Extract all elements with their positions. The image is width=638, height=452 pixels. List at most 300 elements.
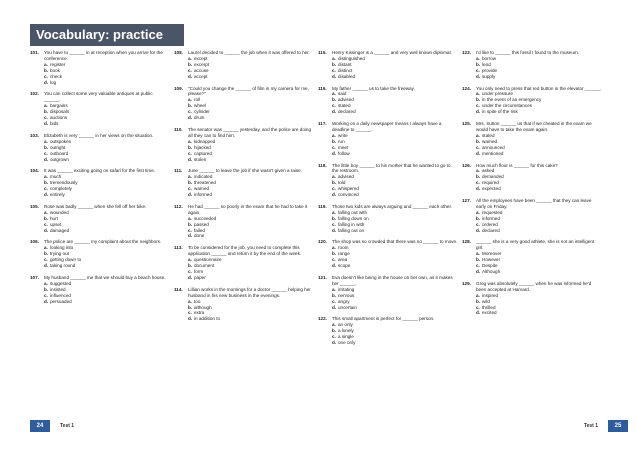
option-letter: a. [44,209,48,215]
option-letter: c. [188,150,192,156]
option-text: disposals [50,109,70,115]
option-letter: b. [188,103,193,109]
option-letter: b. [332,292,337,298]
question-text: The shop was so crowded that there was no ______ to move. [332,239,458,245]
question-number: 117. [318,121,327,127]
option-letter: d. [332,150,337,156]
option-letter: b. [332,138,337,144]
question-item [174,50,314,80]
option-text: whispered [338,186,359,192]
question-text: Mrs. Sutton ______ us that if we cheated in the exam we would have to take the exam again. [476,121,592,132]
question-item [462,50,602,80]
answer-option [174,275,314,281]
option-text: damaged [50,227,70,233]
answer-option [462,186,602,192]
option-letter: b. [332,215,337,221]
answer-option [174,74,314,80]
option-letter: c. [476,263,480,269]
question-text: June ______ to leave the job if she wasn't given a raise. [188,168,303,174]
option-text: one only [338,340,356,346]
question-number: 119. [318,203,327,209]
option-text: bargains [50,103,68,109]
option-text: thrilled [482,304,496,310]
question-item [318,239,458,269]
option-letter: a. [44,138,48,144]
option-letter: d. [188,233,193,239]
option-text: check [50,73,63,79]
option-text: failed [194,227,205,233]
option-letter: a. [188,257,192,263]
question-number: 108. [174,50,183,55]
question-number: 105. [30,203,39,209]
question-number: 120. [318,239,327,245]
question-text: Lillian works in the mornings for a doctor ______ helping her husband in his new business in the evenings. [188,286,311,298]
option-letter: d. [44,227,49,233]
option-letter: b. [188,263,193,269]
question-item [318,86,458,116]
option-text: However [482,257,501,263]
option-text: paper [194,274,206,280]
option-letter: d. [476,310,481,316]
option-letter: d. [476,186,481,192]
option-letter: d. [332,304,337,310]
option-letter: c. [332,257,336,263]
option-letter: a. [188,55,192,61]
answer-option [174,115,314,121]
option-letter: d. [188,115,193,121]
answer-option [462,269,602,275]
option-text: tremendously [50,180,78,186]
question-column-3 [318,50,458,352]
option-letter: b. [332,328,337,334]
question-head [30,91,170,103]
option-letter: d. [188,274,193,280]
option-letter: c. [332,67,336,73]
option-text: follow [338,150,350,156]
question-number: 110. [174,126,183,132]
question-item [462,121,602,156]
question-number: 125. [462,121,471,127]
option-text: an only [338,322,353,328]
question-item [174,127,314,162]
option-letter: a. [188,138,192,144]
option-text: distant [338,61,352,67]
question-head [30,50,170,62]
option-text: form [194,269,204,274]
option-letter: b. [44,180,49,186]
option-text: trying out [50,251,69,257]
question-number: 127. [462,198,471,204]
page-number-right: 25 [608,420,628,432]
option-text: although [194,304,212,310]
option-letter: b. [44,67,49,73]
option-letter: a. [332,209,336,215]
option-letter: a. [44,103,48,109]
option-text: register [50,61,66,67]
option-text: warned [194,186,210,192]
question-text: The little boy ______ to his mother that he wanted to go to the restroom. [332,162,451,174]
option-letter: c. [332,103,336,109]
option-text: demanded [482,174,504,180]
option-letter: c. [476,304,480,310]
option-text: falling in with [338,221,365,227]
option-text: uncertain [338,304,357,310]
question-column-4 [462,50,602,322]
question-text: Eva doesn't like being in the house on her own, as it makes her ______. [332,275,453,286]
option-text: cylinder [194,109,210,115]
option-letter: c. [332,144,336,150]
answer-option [318,305,458,311]
option-letter: b. [332,61,337,67]
option-text: provide [482,67,498,73]
option-letter: a. [476,132,480,138]
question-number: 111. [174,168,183,174]
question-head [462,239,602,251]
option-letter: c. [44,221,48,227]
question-head [462,198,602,210]
option-text: ordered [482,221,498,227]
option-text: taking round [50,263,76,269]
option-text: captured [194,150,212,156]
answer-option [174,316,314,322]
page-number-left: 24 [30,420,50,432]
option-text: stolen [194,156,207,162]
option-text: wheel [194,103,207,109]
option-letter: c. [188,67,192,73]
question-item [174,86,314,121]
option-letter: d. [44,120,49,126]
option-text: a lonely [338,328,354,334]
option-text: falling out with [338,209,368,215]
question-item [318,163,458,198]
option-letter: b. [476,61,481,67]
option-text: auctions [50,115,68,121]
option-text: inspired [482,292,499,298]
question-head [174,245,314,257]
option-letter: a. [476,168,480,174]
option-letter: c. [44,150,48,156]
footer-left [30,420,74,432]
question-item [30,133,170,163]
option-text: book [50,67,60,73]
option-letter: a. [332,245,336,251]
question-head [462,121,602,133]
question-number: 124. [462,85,471,91]
question-item [30,204,170,234]
question-number: 123. [462,50,471,55]
question-item [30,91,170,126]
option-letter: d. [188,156,193,162]
option-text: excited [482,310,497,316]
option-letter: a. [44,280,48,286]
question-column-2 [174,50,314,328]
answer-option [462,109,602,115]
option-text: succeeded [194,215,217,221]
question-text: Henry Kissinger is a ______ and very well known diplomat. [332,50,453,55]
answer-option [174,192,314,198]
option-letter: b. [476,138,481,144]
question-head [174,287,314,299]
option-text: nervous [338,292,355,298]
option-text: advised [338,97,354,103]
option-text: scope [338,263,351,269]
option-text: disabled [338,73,356,79]
question-number: 107. [30,275,39,280]
question-item [462,163,602,193]
option-letter: b. [332,97,337,103]
option-text: Despite [482,263,498,269]
option-text: borrow [482,55,497,61]
option-letter: c. [332,221,336,227]
option-letter: c. [188,227,192,233]
question-head [318,275,458,287]
question-number: 113. [174,245,183,251]
option-letter: d. [476,227,481,233]
option-letter: c. [332,186,336,192]
option-letter: a. [332,55,336,61]
option-letter: d. [332,340,337,346]
question-text: He had ______ so poorly in the exam that he had to take it again. [188,203,308,215]
answer-option [462,310,602,316]
option-letter: b. [44,144,49,150]
option-text: too [194,298,201,304]
answer-option [174,233,314,239]
page-title: Vocabulary: practice [30,24,184,46]
option-text: distinct [338,67,353,73]
option-text: document [194,263,215,269]
option-text: extra [194,310,205,316]
option-letter: b. [44,109,49,115]
option-letter: c. [44,257,48,263]
option-letter: d. [332,263,337,269]
option-text: mentioned [482,150,504,156]
option-text: write [338,132,348,138]
question-text: ______ she is a very good athlete, she is not an intelligent girl. [476,239,595,251]
answer-option [30,228,170,234]
option-text: indicated [194,174,213,180]
question-text: The police are ______ my complaint about the neighbors. [44,239,162,245]
answer-option [318,109,458,115]
question-head [318,121,458,133]
option-letter: b. [44,215,49,221]
option-letter: a. [332,286,336,292]
question-head [462,281,602,293]
option-text: stated [338,103,351,109]
option-text: area [338,257,348,263]
question-item [30,168,170,198]
option-letter: d. [332,73,337,79]
option-letter: a. [332,132,336,138]
option-text: falling out on [338,227,365,233]
footer-label-left: Test 1 [60,423,75,429]
option-text: declared [338,109,356,115]
option-text: Moreover [482,251,502,257]
option-letter: b. [476,97,481,103]
question-number: 121. [318,275,327,280]
answer-option [462,74,602,80]
question-item [318,50,458,80]
option-text: declared [482,227,500,233]
option-letter: d. [188,316,193,322]
question-item [174,245,314,280]
option-text: log [50,79,57,85]
option-letter: d. [332,227,337,233]
question-number: 112. [174,203,183,209]
option-letter: d. [44,298,49,304]
option-letter: b. [188,304,193,310]
answer-option [318,192,458,198]
option-text: persuaded [50,298,72,304]
question-text: The senator was ______ yesterday, and the police are doing all they can to find him. [188,126,312,138]
question-head [174,127,314,139]
option-letter: b. [44,286,49,292]
option-text: except [194,55,208,61]
option-letter: b. [188,144,193,150]
question-text: My husband ______ me that we should buy a beach house. [44,275,166,280]
option-letter: c. [44,186,48,192]
question-item [30,275,170,305]
option-text: accuse [194,67,209,73]
option-text: advised [338,174,354,180]
option-letter: c. [44,73,48,79]
option-text: room [338,245,349,251]
option-text: announced [482,144,505,150]
option-letter: a. [476,55,480,61]
question-number: 101. [30,50,39,55]
question-text: Those two kids are always arguing and ______ each other. [332,203,453,209]
option-text: bids [50,120,59,126]
question-number: 128. [462,239,471,245]
question-text: "Could you change the ______ of film in my camera for me, please?" [188,85,309,97]
question-number: 116. [318,85,327,91]
option-letter: a. [188,97,192,103]
answer-option [318,228,458,234]
option-letter: a. [332,91,336,97]
question-text: To be considered for the job, you need to complete this application ______ and return it by the end of the week. [188,245,302,257]
option-text: falling down on [338,215,369,221]
option-letter: d. [476,150,481,156]
answer-option [318,340,458,346]
option-letter: c. [476,144,480,150]
answer-option [462,228,602,234]
question-text: It was ______ exciting going on safari for the first time. [44,168,156,174]
option-text: expected [482,186,501,192]
option-text: outright [50,144,66,150]
option-letter: b. [44,251,49,257]
option-text: outboard [50,150,69,156]
option-letter: c. [188,310,192,316]
question-text: You have to ______ in at reception when you arrive for the conference. [44,50,163,61]
question-number: 103. [30,132,39,138]
question-item [318,121,458,156]
option-letter: c. [332,334,336,340]
option-text: upset [50,221,62,227]
answer-option [30,263,170,269]
question-number: 109. [174,85,183,91]
option-text: wild [482,298,490,304]
option-letter: c. [476,180,480,186]
option-text: distinguished [338,55,365,61]
question-item [318,316,458,346]
option-letter: b. [188,61,193,67]
option-text: requested [482,209,503,215]
option-letter: b. [188,180,193,186]
question-number: 126. [462,162,471,168]
option-text: entirely [50,192,65,198]
option-letter: a. [332,174,336,180]
option-text: passed [194,221,209,227]
answer-option [462,151,602,157]
option-text: informed [482,215,500,221]
option-letter: d. [44,156,49,162]
option-letter: d. [44,263,49,269]
option-letter: a. [188,298,192,304]
option-letter: a. [188,215,192,221]
question-column-1 [30,50,170,311]
question-item [30,239,170,269]
option-letter: d. [44,79,49,85]
option-letter: a. [188,174,192,180]
option-letter: b. [332,180,337,186]
answer-option [174,157,314,163]
option-text: kidnapped [194,138,216,144]
option-text: in the event of an emergency [482,97,542,103]
option-letter: d. [476,109,481,115]
question-item [174,204,314,239]
option-letter: d. [188,192,193,198]
option-text: in addition to [194,316,221,322]
option-text: run [338,138,345,144]
option-text: questionnaire [194,257,222,263]
answer-option [30,192,170,198]
option-text: stated [482,132,495,138]
option-letter: c. [188,186,192,192]
option-text: warned [482,138,498,144]
option-text: outgrown [50,156,69,162]
option-text: convinced [338,192,359,198]
option-text: excerpt [194,61,210,67]
question-number: 115. [318,50,327,55]
question-text: Greg was absolutely ______ when he was informed he'd been accepted at Harvard. [476,280,592,292]
question-text: You only need to press that red button in the elevator ______. [476,85,602,91]
question-text: How much flour is ______ for this cake? [476,162,558,168]
question-text: All the employees have been ______ that they can leave early on Friday. [476,198,592,209]
option-letter: b. [332,251,337,257]
option-letter: c. [188,269,192,274]
question-text: Rose was badly ______ when she fell off her bike. [44,203,147,209]
option-letter: a. [44,245,48,251]
option-letter: c. [332,298,336,304]
option-letter: c. [476,67,480,73]
question-text: Working on a daily newspaper means I always have a deadline to ______. [332,121,442,132]
question-text: You can collect some very valuable antiques at public ______. [44,91,153,103]
option-letter: c. [476,221,480,227]
option-letter: b. [188,221,193,227]
option-letter: a. [44,174,48,180]
answer-option [30,80,170,86]
option-text: getting down to [50,257,82,263]
question-text: This small apartment is perfect for ______ person. [332,316,435,322]
option-text: supply [482,73,496,79]
question-item [462,198,602,233]
option-letter: d. [476,269,481,274]
option-letter: c. [44,115,48,121]
option-letter: d. [188,73,193,79]
option-text: range [338,251,350,257]
option-letter: b. [476,215,481,221]
footer-right [584,420,628,432]
option-text: under pressure [482,91,513,97]
